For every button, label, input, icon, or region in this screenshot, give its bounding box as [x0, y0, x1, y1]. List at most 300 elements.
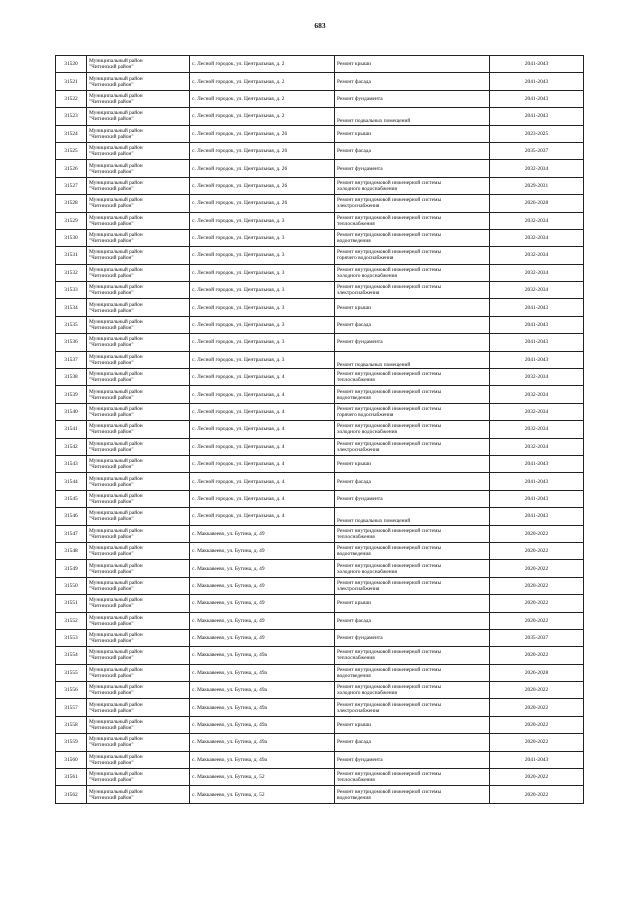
work-type-line: теплоснабжения	[337, 533, 375, 540]
work-type-text	[337, 352, 487, 368]
municipality-line: "Читинский район"	[89, 498, 134, 505]
period-cell: 2032-2034	[490, 421, 584, 438]
municipality-line: "Читинский район"	[89, 568, 134, 575]
table-row	[56, 386, 584, 403]
work-type-text	[337, 197, 487, 209]
municipality-line: Муниципальный район	[89, 127, 143, 134]
municipality-line: "Читинский район"	[89, 638, 134, 645]
row-number: 31562	[56, 786, 87, 803]
row-number: 31557	[56, 699, 87, 716]
municipality-line: Муниципальный район	[89, 179, 143, 186]
municipality-cell	[87, 786, 190, 803]
work-type-text	[337, 618, 487, 624]
work-type-cell	[335, 734, 490, 751]
municipality-line: Муниципальный район	[89, 458, 143, 465]
period-cell: 2026-2028	[490, 195, 584, 212]
municipality-cell	[87, 682, 190, 699]
municipality-line: Муниципальный район	[89, 336, 143, 343]
row-number: 31553	[56, 629, 87, 646]
work-type-line: теплоснабжения	[337, 777, 375, 784]
address-cell: с. Маккавеево, ул. Бутина, д. 49а	[190, 699, 335, 716]
row-number: 31538	[56, 369, 87, 386]
table-row	[56, 769, 584, 786]
table-row	[56, 525, 584, 542]
work-type-text	[337, 496, 487, 502]
municipality-line: Муниципальный район	[89, 545, 143, 552]
work-type-line: Ремонт крыши	[337, 722, 371, 729]
address-cell: с. Лесной городок, ул. Центральная, д. 4	[190, 403, 335, 420]
period-cell: 2041-2043	[490, 351, 584, 368]
work-type-text	[337, 649, 487, 661]
row-number: 31530	[56, 229, 87, 246]
row-number: 31546	[56, 508, 87, 525]
table-row	[56, 247, 584, 264]
row-number: 31520	[56, 56, 87, 73]
municipality-cell	[87, 438, 190, 455]
table-row	[56, 351, 584, 368]
municipality-line: "Читинский район"	[89, 585, 134, 592]
work-type-text	[337, 148, 487, 154]
period-cell: 2041-2043	[490, 90, 584, 107]
work-type-line: электроснабжения	[337, 203, 380, 210]
work-type-line: Ремонт внутридомовой инженерной системы	[337, 440, 442, 447]
period-cell: 2020-2022	[490, 769, 584, 786]
period-cell: 2035-2037	[490, 629, 584, 646]
work-type-cell	[335, 334, 490, 351]
work-type-text	[337, 166, 487, 172]
period-cell: 2020-2022	[490, 734, 584, 751]
row-number: 31524	[56, 125, 87, 142]
address-cell: с. Маккавеево, ул. Бутина, д. 49а	[190, 751, 335, 768]
municipality-line: Муниципальный район	[89, 666, 143, 673]
work-type-cell	[335, 125, 490, 142]
work-type-line: теплоснабжения	[337, 220, 375, 227]
row-number: 31527	[56, 177, 87, 194]
address-cell: с. Лесной городок, ул. Центральная, д. 2	[190, 56, 335, 73]
municipality-line: "Читинский район"	[89, 690, 134, 697]
work-type-cell	[335, 525, 490, 542]
municipality-line: "Читинский район"	[89, 551, 134, 558]
municipality-line: Муниципальный район	[89, 58, 143, 65]
table-row	[56, 647, 584, 664]
work-type-line: Ремонт внутридомовой инженерной системы	[337, 545, 442, 552]
municipality-cell	[87, 142, 190, 159]
municipality-cell	[87, 369, 190, 386]
work-type-cell	[335, 299, 490, 316]
period-cell: 2041-2043	[490, 455, 584, 472]
table-row	[56, 160, 584, 177]
municipality-line: "Читинский район"	[89, 412, 134, 418]
row-number: 31535	[56, 316, 87, 333]
period-cell: 2032-2034	[490, 403, 584, 420]
municipality-cell	[87, 299, 190, 316]
work-type-line: холодного водоснабжения	[337, 690, 397, 697]
work-type-cell	[335, 542, 490, 559]
table-row	[56, 299, 584, 316]
row-number: 31558	[56, 716, 87, 733]
work-type-cell	[335, 73, 490, 90]
row-number: 31555	[56, 664, 87, 681]
period-cell: 2023-2025	[490, 125, 584, 142]
work-type-text	[337, 406, 487, 418]
table-row	[56, 595, 584, 612]
work-type-line: Ремонт фундамента	[337, 165, 383, 172]
work-type-line: электроснабжения	[337, 707, 380, 714]
work-type-cell	[335, 595, 490, 612]
municipality-line: Муниципальный район	[89, 632, 143, 639]
table-row	[56, 751, 584, 768]
table-row	[56, 177, 584, 194]
period-cell: 2020-2022	[490, 560, 584, 577]
work-type-text	[337, 339, 487, 345]
period-cell: 2032-2034	[490, 386, 584, 403]
row-number: 31536	[56, 334, 87, 351]
municipality-line: "Читинский район"	[89, 603, 134, 610]
municipality-cell	[87, 108, 190, 125]
work-type-line: теплоснабжения	[337, 377, 375, 384]
table-row	[56, 316, 584, 333]
work-type-cell	[335, 316, 490, 333]
work-type-cell	[335, 421, 490, 438]
work-type-line: Ремонт внутридомовой инженерной системы	[337, 179, 442, 186]
municipality-cell	[87, 73, 190, 90]
municipality-line: Муниципальный район	[89, 75, 143, 82]
period-cell: 2032-2034	[490, 369, 584, 386]
row-number: 31523	[56, 108, 87, 125]
address-cell: с. Лесной городок, ул. Центральная, д. 26	[190, 177, 335, 194]
period-cell: 2032-2034	[490, 264, 584, 281]
address-cell: с. Маккавеево, ул. Бутина, д. 49	[190, 542, 335, 559]
work-type-text	[337, 508, 487, 524]
address-cell: с. Лесной городок, ул. Центральная, д. 4	[190, 473, 335, 490]
municipality-line: "Читинский район"	[89, 725, 134, 732]
period-cell: 2032-2034	[490, 438, 584, 455]
work-type-cell	[335, 229, 490, 246]
address-cell: с. Маккавеево, ул. Бутина, д. 49а	[190, 647, 335, 664]
municipality-line: Муниципальный район	[89, 197, 143, 204]
work-type-line: электроснабжения	[337, 290, 380, 297]
municipality-line: "Читинский район"	[89, 377, 134, 384]
municipality-line: Муниципальный район	[89, 110, 143, 117]
work-type-cell	[335, 195, 490, 212]
table-row	[56, 786, 584, 803]
address-cell: с. Лесной городок, ул. Центральная, д. 3	[190, 229, 335, 246]
work-type-cell	[335, 212, 490, 229]
work-type-text	[337, 789, 487, 801]
period-cell: 2032-2034	[490, 247, 584, 264]
work-type-line: Ремонт внутридомовой инженерной системы	[337, 266, 442, 273]
work-type-line: Ремонт подвальных помещений	[337, 361, 411, 368]
work-type-text	[337, 267, 487, 279]
work-type-line: Ремонт фасада	[337, 478, 371, 485]
municipality-line: Муниципальный район	[89, 92, 143, 99]
work-type-line: Ремонт фасада	[337, 148, 371, 155]
work-type-line: холодного водоснабжения	[337, 272, 397, 279]
row-number: 31550	[56, 577, 87, 594]
municipality-line: "Читинский район"	[89, 133, 134, 140]
municipality-line: "Читинский район"	[89, 620, 134, 627]
address-cell: с. Лесной городок, ул. Центральная, д. 26	[190, 160, 335, 177]
period-cell: 2041-2043	[490, 56, 584, 73]
work-type-line: водоотведения	[337, 394, 371, 401]
work-type-line: холодного водоснабжения	[337, 185, 397, 192]
period-cell: 2041-2043	[490, 508, 584, 525]
work-type-cell	[335, 369, 490, 386]
address-cell: с. Лесной городок, ул. Центральная, д. 4	[190, 421, 335, 438]
table-row	[56, 56, 584, 73]
address-cell: с. Маккавеево, ул. Бутина, д. 49	[190, 525, 335, 542]
municipality-line: Муниципальный район	[89, 301, 143, 308]
work-type-text	[337, 215, 487, 227]
table-row	[56, 108, 584, 125]
period-cell: 2020-2022	[490, 612, 584, 629]
municipality-line: "Читинский район"	[89, 255, 134, 262]
period-cell: 2041-2043	[490, 751, 584, 768]
work-type-line: Ремонт фасада	[337, 78, 371, 85]
municipality-line: Муниципальный район	[89, 145, 143, 152]
work-type-cell	[335, 403, 490, 420]
work-type-line: Ремонт внутридомовой инженерной системы	[337, 666, 442, 673]
work-type-line: Ремонт фундамента	[337, 339, 383, 346]
municipality-cell	[87, 769, 190, 786]
municipality-line: Муниципальный район	[89, 475, 143, 482]
municipality-line: "Читинский район"	[89, 516, 134, 523]
municipality-line: "Читинский район"	[89, 151, 134, 158]
municipality-cell	[87, 525, 190, 542]
work-type-text	[337, 108, 487, 124]
work-type-text	[337, 461, 487, 467]
municipality-cell	[87, 647, 190, 664]
municipality-line: "Читинский район"	[89, 742, 134, 749]
row-number: 31547	[56, 525, 87, 542]
period-cell: 2032-2034	[490, 212, 584, 229]
work-type-line: Ремонт подвальных помещений	[337, 518, 411, 525]
period-cell: 2041-2043	[490, 473, 584, 490]
municipality-line: "Читинский район"	[89, 533, 134, 540]
table-row	[56, 142, 584, 159]
period-cell: 2041-2043	[490, 490, 584, 507]
table-row	[56, 612, 584, 629]
municipality-line: Муниципальный район	[89, 649, 143, 656]
work-type-text	[337, 96, 487, 102]
work-type-line: водоотведения	[337, 672, 371, 679]
row-number: 31545	[56, 490, 87, 507]
municipality-line: "Читинский район"	[89, 98, 134, 105]
municipality-line: "Читинский район"	[89, 116, 134, 123]
row-number: 31549	[56, 560, 87, 577]
registry-table	[55, 55, 584, 804]
table-row	[56, 403, 584, 420]
address-cell: с. Лесной городок, ул. Центральная, д. 3	[190, 351, 335, 368]
municipality-line: Муниципальный район	[89, 319, 143, 326]
municipality-cell	[87, 629, 190, 646]
address-cell: с. Лесной городок, ул. Центральная, д. 3	[190, 299, 335, 316]
period-cell: 2020-2022	[490, 525, 584, 542]
work-type-line: Ремонт внутридомовой инженерной системы	[337, 249, 442, 256]
work-type-line: горячего водоснабжения	[337, 412, 394, 418]
municipality-line: Муниципальный район	[89, 527, 143, 534]
work-type-text	[337, 635, 487, 641]
municipality-line: "Читинский район"	[89, 481, 134, 488]
period-cell: 2032-2034	[490, 282, 584, 299]
work-type-text	[337, 61, 487, 67]
address-cell: с. Лесной городок, ул. Центральная, д. 4	[190, 455, 335, 472]
work-type-cell	[335, 351, 490, 368]
work-type-line: Ремонт внутридомовой инженерной системы	[337, 197, 442, 204]
work-type-cell	[335, 699, 490, 716]
work-type-line: Ремонт внутридомовой инженерной системы	[337, 701, 442, 708]
work-type-cell	[335, 56, 490, 73]
row-number: 31552	[56, 612, 87, 629]
municipality-line: Муниципальный район	[89, 388, 143, 395]
municipality-cell	[87, 542, 190, 559]
work-type-cell	[335, 577, 490, 594]
work-type-line: водоотведения	[337, 551, 371, 558]
work-type-cell	[335, 247, 490, 264]
table-row	[56, 560, 584, 577]
municipality-line: "Читинский район"	[89, 220, 134, 227]
work-type-line: холодного водоснабжения	[337, 568, 397, 575]
table-row	[56, 369, 584, 386]
table-row	[56, 195, 584, 212]
table-row	[56, 282, 584, 299]
municipality-line: "Читинский район"	[89, 359, 134, 366]
table-row	[56, 125, 584, 142]
period-cell: 2041-2043	[490, 73, 584, 90]
table-row	[56, 334, 584, 351]
municipality-cell	[87, 351, 190, 368]
municipality-line: Муниципальный район	[89, 788, 143, 795]
table-row	[56, 229, 584, 246]
municipality-line: "Читинский район"	[89, 777, 134, 784]
work-type-text	[337, 232, 487, 244]
municipality-line: Муниципальный район	[89, 701, 143, 708]
work-type-cell	[335, 90, 490, 107]
address-cell: с. Маккавеево, ул. Бутина, д. 49	[190, 560, 335, 577]
work-type-text	[337, 479, 487, 485]
work-type-line: Ремонт внутридомовой инженерной системы	[337, 284, 442, 291]
row-number: 31551	[56, 595, 87, 612]
work-type-cell	[335, 508, 490, 525]
work-type-line: Ремонт фасада	[337, 739, 371, 746]
table-row	[56, 542, 584, 559]
address-cell: с. Лесной городок, ул. Центральная, д. 26	[190, 142, 335, 159]
municipality-cell	[87, 160, 190, 177]
municipality-line: "Читинский район"	[89, 168, 134, 175]
address-cell: с. Маккавеево, ул. Бутина, д. 49а	[190, 664, 335, 681]
table-row	[56, 212, 584, 229]
row-number: 31528	[56, 195, 87, 212]
table-row	[56, 490, 584, 507]
period-cell: 2029-2031	[490, 177, 584, 194]
municipality-line: Муниципальный район	[89, 771, 143, 778]
work-type-line: Ремонт крыши	[337, 461, 371, 468]
municipality-cell	[87, 282, 190, 299]
work-type-cell	[335, 682, 490, 699]
municipality-cell	[87, 177, 190, 194]
table-row	[56, 90, 584, 107]
work-type-line: Ремонт внутридомовой инженерной системы	[337, 562, 442, 569]
work-type-line: электроснабжения	[337, 585, 380, 592]
municipality-line: Муниципальный район	[89, 719, 143, 726]
address-cell: с. Маккавеево, ул. Бутина, д. 49	[190, 612, 335, 629]
period-cell: 2041-2043	[490, 108, 584, 125]
municipality-line: "Читинский район"	[89, 794, 134, 801]
work-type-text	[337, 771, 487, 783]
work-type-line: Ремонт крыши	[337, 61, 371, 68]
work-type-text	[337, 305, 487, 311]
work-type-text	[337, 667, 487, 679]
work-type-line: Ремонт крыши	[337, 130, 371, 137]
municipality-line: Муниципальный район	[89, 579, 143, 586]
municipality-line: Муниципальный район	[89, 753, 143, 760]
table-row	[56, 664, 584, 681]
address-cell: с. Маккавеево, ул. Бутина, д. 49а	[190, 682, 335, 699]
work-type-line: Ремонт внутридомовой инженерной системы	[337, 684, 442, 691]
work-type-cell	[335, 455, 490, 472]
row-number: 31543	[56, 455, 87, 472]
work-type-line: Ремонт внутридомовой инженерной системы	[337, 579, 442, 586]
work-type-text	[337, 563, 487, 575]
municipality-line: Муниципальный район	[89, 510, 143, 517]
address-cell: с. Лесной городок, ул. Центральная, д. 3	[190, 212, 335, 229]
work-type-text	[337, 131, 487, 137]
work-type-line: Ремонт внутридомовой инженерной системы	[337, 406, 442, 412]
municipality-cell	[87, 195, 190, 212]
table-row	[56, 508, 584, 525]
address-cell: с. Маккавеево, ул. Бутина, д. 52	[190, 786, 335, 803]
row-number: 31534	[56, 299, 87, 316]
period-cell: 2020-2022	[490, 577, 584, 594]
period-cell: 2020-2022	[490, 786, 584, 803]
municipality-line: Муниципальный район	[89, 597, 143, 604]
work-type-cell	[335, 769, 490, 786]
table-row	[56, 716, 584, 733]
period-cell: 2026-2028	[490, 664, 584, 681]
work-type-cell	[335, 490, 490, 507]
work-type-line: электроснабжения	[337, 446, 380, 453]
period-cell: 2020-2022	[490, 699, 584, 716]
municipality-cell	[87, 577, 190, 594]
municipality-line: Муниципальный район	[89, 371, 143, 378]
municipality-cell	[87, 316, 190, 333]
municipality-line: Муниципальный район	[89, 353, 143, 360]
work-type-text	[337, 739, 487, 745]
row-number: 31541	[56, 421, 87, 438]
municipality-cell	[87, 334, 190, 351]
address-cell: с. Лесной городок, ул. Центральная, д. 2	[190, 73, 335, 90]
address-cell: с. Маккавеево, ул. Бутина, д. 49а	[190, 734, 335, 751]
municipality-line: "Читинский район"	[89, 81, 134, 88]
work-type-text	[337, 284, 487, 296]
work-type-line: Ремонт внутридомовой инженерной системы	[337, 388, 442, 395]
work-type-text	[337, 684, 487, 696]
work-type-text	[337, 722, 487, 728]
registry-table-body	[56, 56, 584, 804]
address-cell: с. Маккавеево, ул. Бутина, д. 49	[190, 595, 335, 612]
municipality-cell	[87, 421, 190, 438]
table-row	[56, 682, 584, 699]
municipality-cell	[87, 90, 190, 107]
table-row	[56, 264, 584, 281]
municipality-line: Муниципальный район	[89, 423, 143, 430]
municipality-line: "Читинский район"	[89, 64, 134, 71]
work-type-line: Ремонт внутридомовой инженерной системы	[337, 423, 442, 430]
municipality-cell	[87, 403, 190, 420]
address-cell: с. Лесной городок, ул. Центральная, д. 3	[190, 316, 335, 333]
row-number: 31521	[56, 73, 87, 90]
work-type-line: Ремонт крыши	[337, 600, 371, 607]
